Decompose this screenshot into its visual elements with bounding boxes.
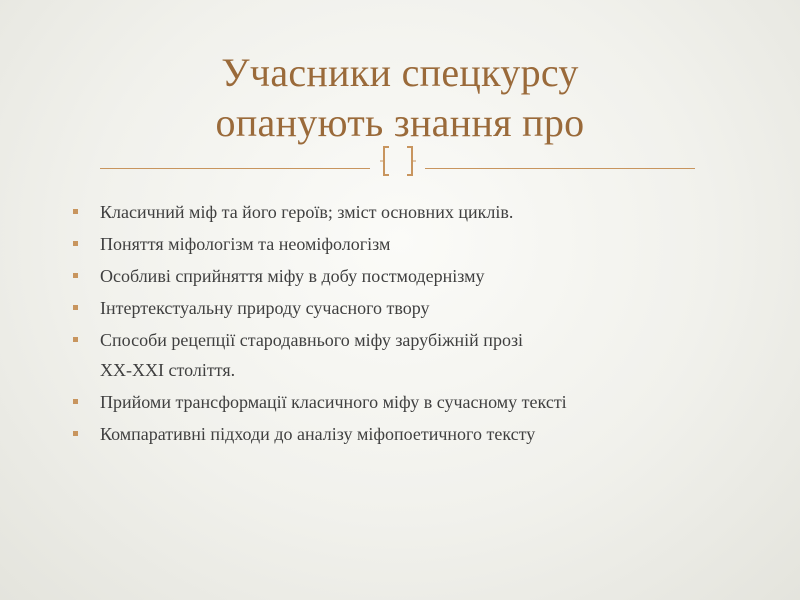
list-item: Способи рецепції стародавнього міфу зарубіжній прозі [70,328,750,352]
title-divider-right [425,168,695,169]
title-divider-left [100,168,370,169]
slide-title-line-1: Учасники спецкурсу [221,50,579,95]
list-item: Особливі сприйняття міфу в добу постмодернізму [70,264,750,288]
list-item: Інтертекстуальну природу сучасного твору [70,296,750,320]
list-item-continuation: ХХ-ХХІ століття. [100,360,236,380]
bullet-list [70,200,750,446]
bracket-ornament-icon [380,141,416,181]
slide-title [100,48,700,148]
list-item: Поняття міфологізм та неоміфологізм [70,232,750,256]
list-item: Класичний міф та його героїв; зміст основних циклів. [70,200,750,224]
list-item: Прийоми трансформації класичного міфу в сучасному тексті [70,390,750,414]
list-item: Компаративні підходи до аналізу міфопоетичного тексту [70,422,750,446]
slide-title-line-2: опанують знання про [215,100,585,145]
